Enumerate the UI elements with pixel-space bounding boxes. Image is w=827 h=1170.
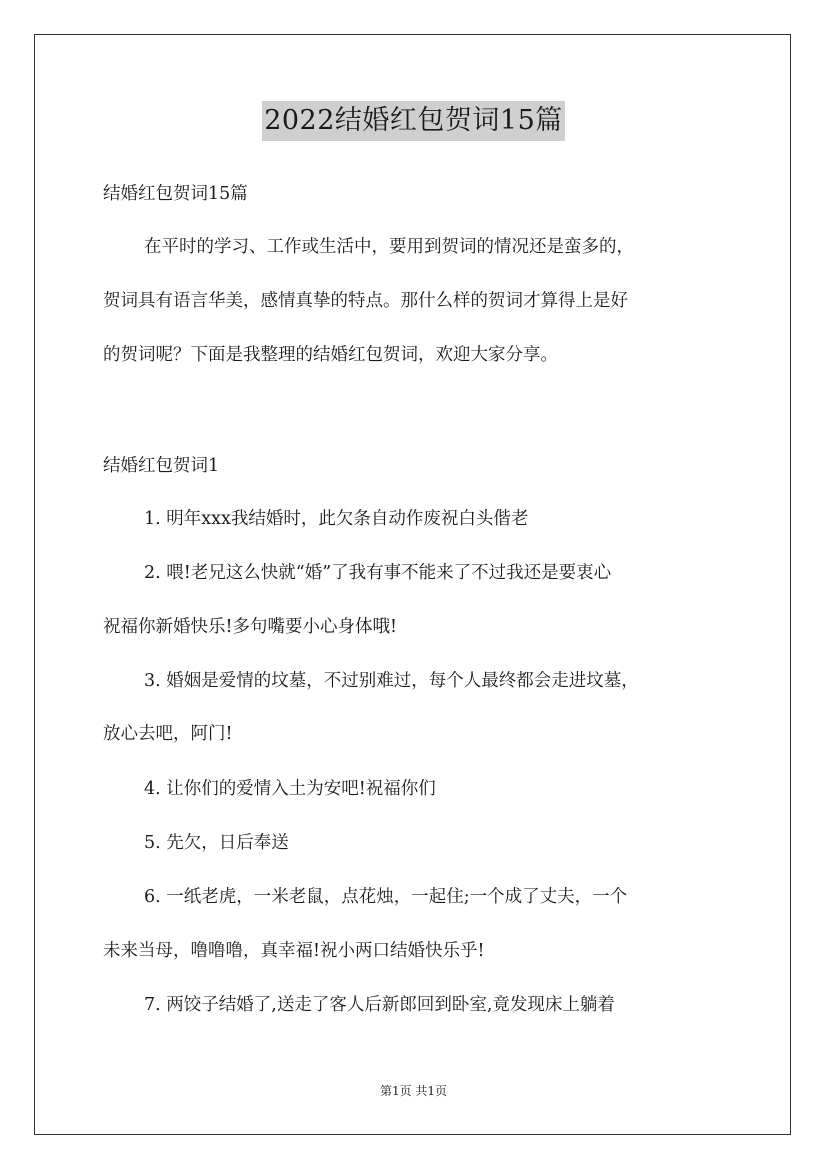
document-title: 2022结婚红包贺词15篇: [262, 101, 565, 141]
subtitle: 结婚红包贺词15篇: [103, 184, 248, 204]
title-container: [0, 101, 827, 141]
intro-line-3: 的贺词呢？下面是我整理的结婚红包贺词，欢迎大家分享。: [103, 345, 558, 365]
list-item-5: 5. 先欠，日后奉送: [144, 833, 289, 853]
list-item-1: 1. 明年xxx我结婚时，此欠条自动作废祝白头偕老: [144, 509, 529, 529]
section-heading: 结婚红包贺词1: [103, 456, 220, 476]
list-item-3: 3. 婚姻是爱情的坟墓，不过别难过，每个人最终都会走进坟墓，: [144, 671, 639, 691]
list-item-6-cont: 未来当母，噜噜噜，真幸福!祝小两口结婚快乐乎!: [103, 941, 485, 961]
intro-line-1: 在平时的学习、工作或生活中，要用到贺词的情况还是蛮多的，: [144, 237, 634, 257]
list-item-6: 6. 一纸老虎，一米老鼠，点花烛，一起住;一个成了丈夫，一个: [144, 887, 628, 907]
list-item-3-cont: 放心去吧，阿门!: [103, 724, 233, 744]
list-item-2-cont: 祝福你新婚快乐!多句嘴要小心身体哦!: [103, 617, 398, 637]
list-item-2: 2. 喂!老兄这么快就“婚”了我有事不能来了不过我还是要衷心: [144, 563, 612, 583]
list-item-4: 4. 让你们的爱情入土为安吧!祝福你们: [144, 779, 436, 799]
intro-line-2: 贺词具有语言华美，感情真挚的特点。那什么样的贺词才算得上是好: [103, 291, 628, 311]
list-item-7: 7. 两饺子结婚了,送走了客人后新郎回到卧室,竟发现床上躺着: [144, 995, 615, 1015]
page-footer: 第1页 共1页: [379, 1084, 448, 1098]
